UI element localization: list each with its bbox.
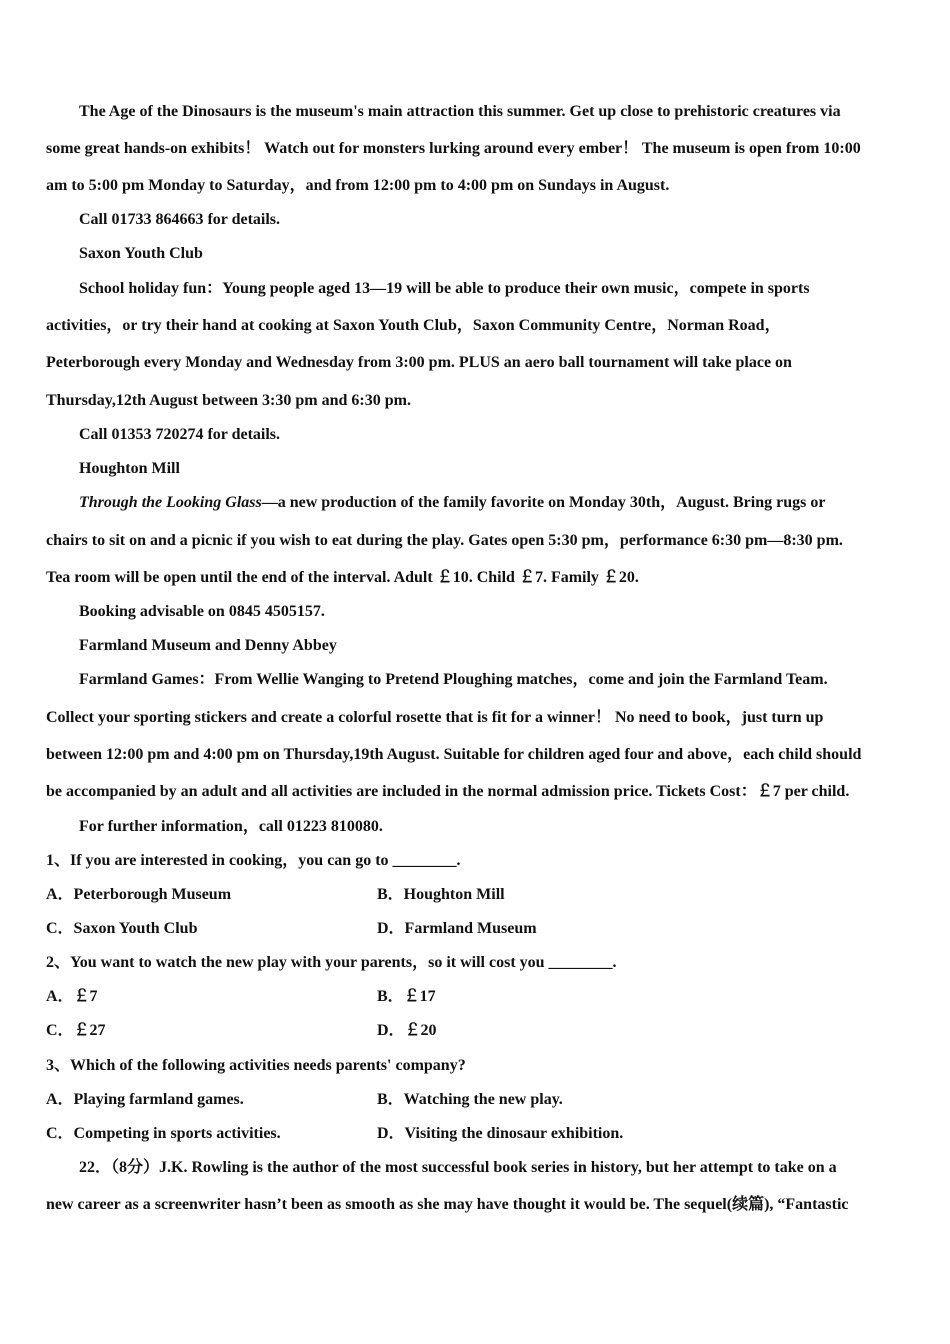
- question-stem: 1、If you are interested in cooking，you can go to ________.: [46, 852, 461, 869]
- passage-text: Peterborough every Monday and Wednesday from 3:00 pm. PLUS an aero ball tournament will take place on: [46, 354, 792, 371]
- answer-option: D．￡20: [377, 1022, 437, 1039]
- answer-option: A．￡7: [46, 988, 98, 1005]
- contact-line: For further information，call 01223 810080.: [79, 818, 383, 835]
- contact-line: Call 01353 720274 for details.: [79, 426, 281, 443]
- answer-option: C．￡27: [46, 1022, 106, 1039]
- passage-text: am to 5:00 pm Monday to Saturday，and from 12:00 pm to 4:00 pm on Sundays in August.: [46, 177, 670, 194]
- section-heading: Houghton Mill: [79, 460, 180, 477]
- passage-text: between 12:00 pm and 4:00 pm on Thursday,19th August. Suitable for children aged four and above，each child should: [46, 746, 862, 763]
- passage-text: Farmland Games：From Wellie Wanging to Pretend Ploughing matches，come and join the Farmland Team.: [79, 671, 828, 688]
- answer-option: D．Visiting the dinosaur exhibition.: [377, 1125, 624, 1142]
- question-stem: 2、You want to watch the new play with your parents，so it will cost you ________.: [46, 954, 617, 971]
- passage-text: some great hands-on exhibits！ Watch out for monsters lurking around every ember！ The museum is open from 10:00: [46, 140, 861, 157]
- answer-option: B．Houghton Mill: [377, 886, 505, 903]
- passage-text-rest: —a new production of the family favorite on Monday 30th，August. Bring rugs or: [261, 494, 826, 511]
- contact-line: Call 01733 864663 for details.: [79, 211, 281, 228]
- passage-text: chairs to sit on and a picnic if you wish to eat during the play. Gates open 5:30 pm，performance 6:30 pm—8:30 pm.: [46, 532, 843, 549]
- section-heading: Farmland Museum and Denny Abbey: [79, 637, 337, 654]
- answer-option: A．Playing farmland games.: [46, 1091, 244, 1108]
- answer-option: C．Saxon Youth Club: [46, 920, 198, 937]
- passage-text: be accompanied by an adult and all activities are included in the normal admission price. Tickets Cost：￡7 per child.: [46, 783, 850, 800]
- next-passage-text: new career as a screenwriter hasn’t been as smooth as she may have thought it would be. The sequel(续篇), “Fantastic: [46, 1196, 849, 1213]
- answer-option: B．Watching the new play.: [377, 1091, 563, 1108]
- play-title: Through the Looking Glass: [79, 494, 262, 511]
- passage-text: Thursday,12th August between 3:30 pm and 6:30 pm.: [46, 392, 411, 409]
- answer-option: A．Peterborough Museum: [46, 886, 232, 903]
- answer-option: C．Competing in sports activities.: [46, 1125, 281, 1142]
- next-passage-text: 22．（8分）J.K. Rowling is the author of the most successful book series in history, but her attempt to take on a: [79, 1159, 837, 1176]
- passage-text: activities，or try their hand at cooking at Saxon Youth Club，Saxon Community Centre，Norman Road，: [46, 317, 781, 334]
- question-stem: 3、Which of the following activities needs parents' company?: [46, 1057, 466, 1074]
- section-heading: Saxon Youth Club: [79, 245, 203, 262]
- passage-text: Collect your sporting stickers and create a colorful rosette that is fit for a winner！ No need to book，just turn up: [46, 709, 824, 726]
- contact-line: Booking advisable on 0845 4505157.: [79, 603, 325, 620]
- passage-text: Tea room will be open until the end of the interval. Adult ￡10. Child ￡7. Family ￡20.: [46, 569, 639, 586]
- passage-text: The Age of the Dinosaurs is the museum's main attraction this summer. Get up close to prehistoric creatures via: [79, 103, 841, 120]
- passage-text: School holiday fun：Young people aged 13—19 will be able to produce their own music，compete in sports: [79, 280, 810, 297]
- passage-text: [79, 493, 825, 513]
- answer-option: B．￡17: [377, 988, 436, 1005]
- answer-option: D．Farmland Museum: [377, 920, 537, 937]
